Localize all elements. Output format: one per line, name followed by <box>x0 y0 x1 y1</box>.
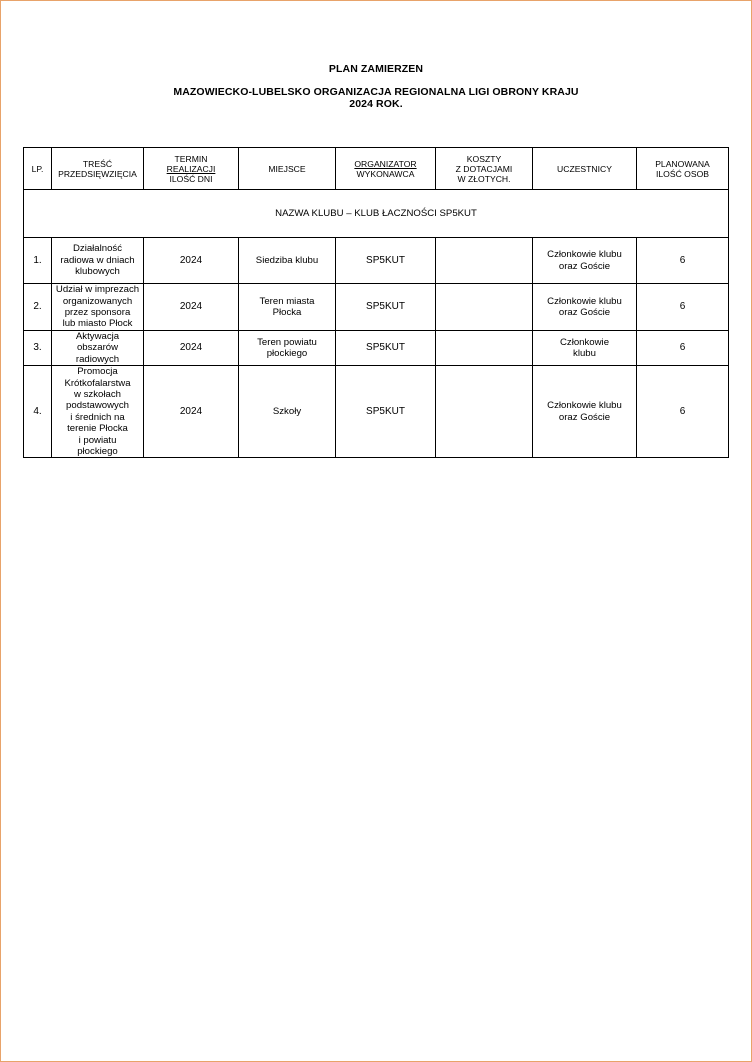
cell-uczestnicy-line: Członkowie klubu <box>547 249 622 261</box>
table-row <box>24 366 729 458</box>
cell-organizator: SP5KUT <box>336 284 436 331</box>
cell-tresc <box>52 366 144 458</box>
plan-table <box>23 147 729 458</box>
cell-uczestnicy-line: oraz Goście <box>558 260 611 272</box>
cell-tresc-line: radiowa w dniach <box>60 254 135 266</box>
cell-koszty <box>436 366 533 458</box>
cell-miejsce <box>239 238 336 284</box>
cell-ilosc: 6 <box>637 238 729 284</box>
cell-miejsce-line: Siedziba klubu <box>255 254 319 266</box>
plan-year: 2024 ROK. <box>349 98 403 110</box>
table-row <box>24 238 729 284</box>
cell-lp: 1. <box>24 238 52 284</box>
cell-tresc-line: obszarów <box>76 342 119 354</box>
cell-tresc-line: organizowanych <box>62 295 133 307</box>
cell-tresc-line: podstawowych <box>66 400 129 412</box>
cell-lp: 4. <box>24 366 52 458</box>
col-header-tresc: TREŚĆ PRZEDSIĘWZIĘCIA <box>52 148 144 190</box>
col-header-termin: TERMIN REALIZACJI ILOŚĆ DNI <box>144 148 239 190</box>
table-row <box>24 331 729 366</box>
col-header-organizator: ORGANIZATOR WYKONAWCA <box>336 148 436 190</box>
col-header-uczestnicy: UCZESTNICY <box>533 148 637 190</box>
cell-uczestnicy-line: oraz Goście <box>558 411 611 423</box>
cell-termin: 2024 <box>144 284 239 331</box>
club-name-row <box>24 190 729 238</box>
cell-tresc-line: i średnich na <box>70 411 125 423</box>
cell-miejsce-line: Teren powiatu <box>257 336 317 348</box>
cell-tresc-line: lub miasto Płock <box>62 318 133 330</box>
cell-koszty <box>436 331 533 366</box>
cell-tresc-line: Aktywacja <box>75 331 120 342</box>
cell-tresc <box>52 331 144 366</box>
cell-koszty <box>436 238 533 284</box>
cell-uczestnicy <box>533 331 637 366</box>
cell-miejsce-line: płockiego <box>266 348 308 360</box>
club-name-cell: NAZWA KLUBU – KLUB ŁACZNOŚCI SP5KUT <box>24 190 729 238</box>
cell-tresc-line: terenie Płocka <box>67 423 128 435</box>
organization-name: MAZOWIECKO-LUBELSKO ORGANIZACJA REGIONALNA LIGI OBRONY KRAJU <box>173 86 579 98</box>
cell-tresc-line: płockiego <box>77 446 118 458</box>
document-title: PLAN ZAMIERZEN <box>328 63 424 75</box>
cell-tresc-line: klubowych <box>75 266 120 278</box>
cell-organizator: SP5KUT <box>336 331 436 366</box>
cell-tresc-line: i powiatu <box>78 434 117 446</box>
cell-tresc-line: w szkołach <box>74 389 121 401</box>
table-row <box>24 284 729 331</box>
cell-tresc <box>52 284 144 331</box>
cell-miejsce <box>239 284 336 331</box>
cell-tresc <box>52 238 144 284</box>
cell-uczestnicy <box>533 284 637 331</box>
cell-uczestnicy-line: klubu <box>573 348 596 360</box>
cell-ilosc: 6 <box>637 331 729 366</box>
cell-termin: 2024 <box>144 366 239 458</box>
cell-uczestnicy <box>533 238 637 284</box>
cell-ilosc: 6 <box>637 284 729 331</box>
cell-miejsce <box>239 331 336 366</box>
cell-miejsce-line: Szkoły <box>272 406 302 418</box>
cell-tresc-line: Udział w imprezach <box>55 284 140 296</box>
cell-uczestnicy-line: Członkowie klubu <box>547 400 622 412</box>
cell-uczestnicy-line: oraz Goście <box>558 307 611 318</box>
cell-uczestnicy-line: Członkowie klubu <box>547 295 622 307</box>
cell-termin: 2024 <box>144 331 239 366</box>
cell-tresc-line: Krótkofalarstwa <box>64 377 131 389</box>
cell-miejsce <box>239 366 336 458</box>
cell-koszty <box>436 284 533 331</box>
col-header-planowana: PLANOWANA ILOŚĆ OSOB <box>637 148 729 190</box>
cell-tresc-line: Promocja <box>77 366 118 378</box>
cell-tresc-line: przez sponsora <box>64 307 131 318</box>
cell-lp: 3. <box>24 331 52 366</box>
cell-uczestnicy <box>533 366 637 458</box>
cell-organizator: SP5KUT <box>336 366 436 458</box>
cell-termin: 2024 <box>144 238 239 284</box>
col-header-koszty: KOSZTY Z DOTACJAMI W ZŁOTYCH. <box>436 148 533 190</box>
cell-organizator: SP5KUT <box>336 238 436 284</box>
cell-ilosc: 6 <box>637 366 729 458</box>
cell-miejsce-line: Teren miasta <box>259 295 315 307</box>
cell-uczestnicy-line: Członkowie <box>559 336 610 348</box>
cell-tresc-line: Działalność <box>72 243 123 255</box>
table-header-row <box>24 148 729 190</box>
cell-tresc-line: radiowych <box>75 353 120 365</box>
col-header-lp: LP. <box>24 148 52 190</box>
cell-lp: 2. <box>24 284 52 331</box>
col-header-miejsce: MIEJSCE <box>239 148 336 190</box>
cell-miejsce-line: Płocka <box>272 307 302 318</box>
